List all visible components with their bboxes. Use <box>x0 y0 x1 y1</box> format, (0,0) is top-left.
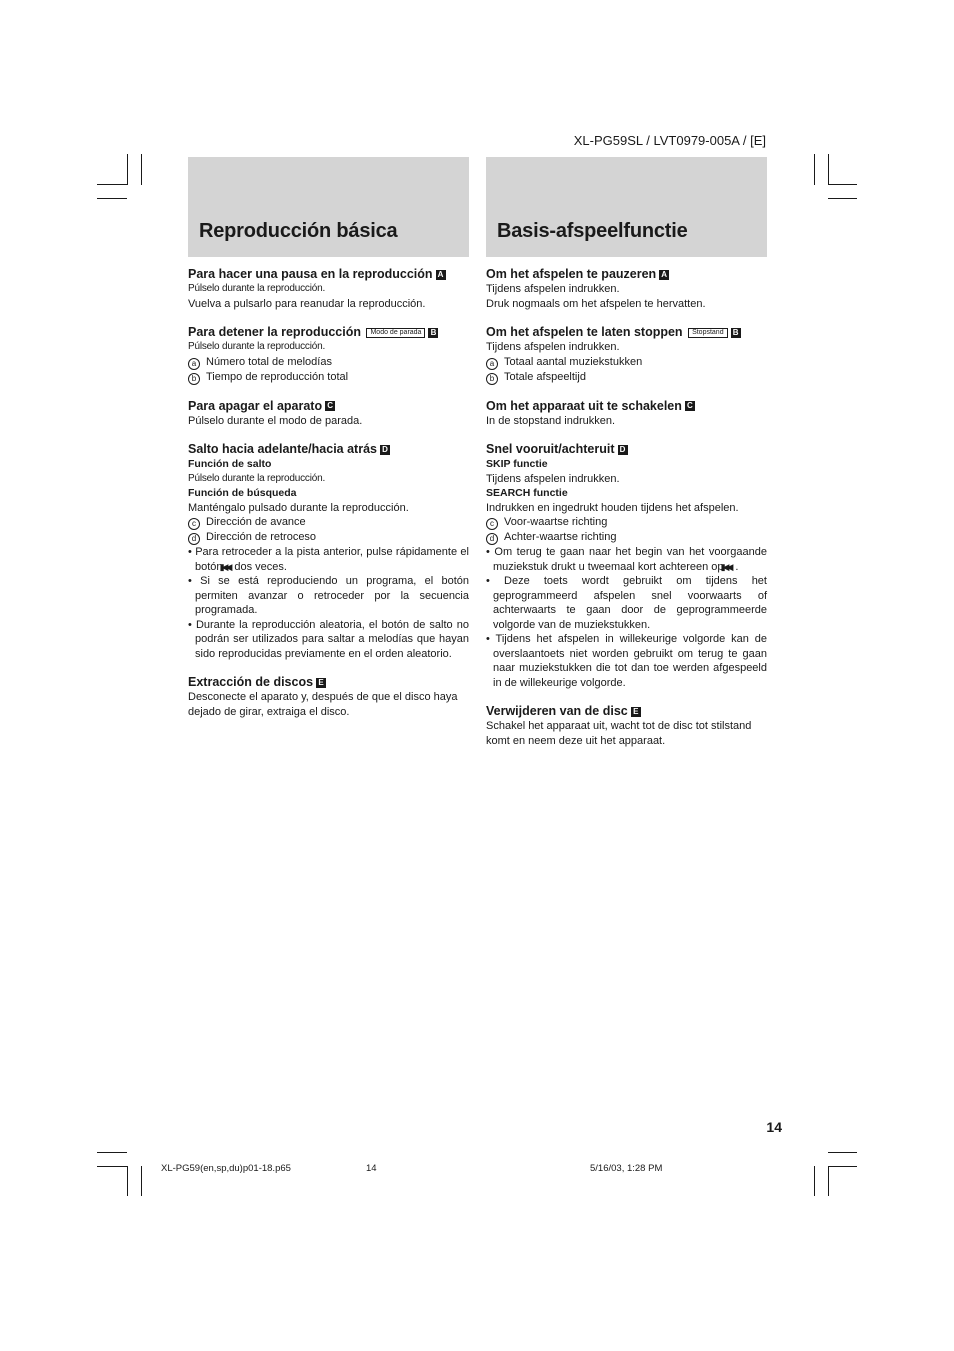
crop-mark <box>97 198 127 199</box>
stop-heading: Para detener la reproducción <box>188 325 361 339</box>
bullet-text: • Para retroceder a la pista anterior, pulse rápidamente el botón <box>188 546 469 573</box>
skip-heading: Salto hacia adelante/hacia atrás <box>188 442 377 456</box>
crop-mark <box>97 1152 127 1153</box>
text-line: Totale afspeeltijd <box>504 370 586 383</box>
text-line: Vuelva a pulsarlo para reanudar la reproducción. <box>188 297 426 310</box>
bullet-item <box>486 545 767 574</box>
ref-box: E <box>316 678 326 688</box>
text-line: Tiempo de reproducción total <box>206 370 349 383</box>
text-line: Púlselo durante la reproducción. <box>188 341 326 352</box>
stop-heading: Om het afspelen te laten stoppen <box>486 325 683 339</box>
crop-mark <box>141 1166 142 1196</box>
bullet-text: . <box>735 560 739 573</box>
crop-mark <box>828 1166 829 1196</box>
ref-box: B <box>428 328 438 338</box>
text-line: Tijdens afspelen indrukken. <box>486 341 620 353</box>
crop-mark <box>141 154 142 185</box>
eject-heading: Verwijderen van de disc <box>486 704 628 718</box>
pause-section <box>188 266 469 311</box>
circled-letter: d <box>486 533 498 545</box>
title-banner <box>486 157 767 257</box>
bullet-item: • Si se está reproduciendo un programa, el botón permiten avanzar o retroceder por la secuencia programada. <box>188 575 469 616</box>
crop-mark <box>828 184 857 185</box>
eject-heading: Extracción de discos <box>188 675 314 689</box>
pause-section <box>486 266 767 311</box>
crop-mark <box>828 1166 857 1167</box>
skip-heading: Snel vooruit/achteruit <box>486 442 615 456</box>
circled-letter: a <box>188 358 200 370</box>
footer-filename: XL-PG59(en,sp,du)p01-18.p65 <box>161 1163 291 1174</box>
stop-section <box>486 324 767 385</box>
circled-letter: c <box>486 518 498 530</box>
crop-mark <box>814 1166 815 1196</box>
subheading: Función de salto <box>188 458 272 470</box>
skip-back-icon: ▮◀◀ <box>720 561 731 572</box>
mode-tag: Modo de parada <box>366 328 425 338</box>
circled-letter: b <box>188 373 200 385</box>
bullet-item: • Tijdens het afspelen in willekeurige volgorde kan de overslaantoets niet worden gebruikt om terug te gaan naar muziekstukken die tot dan toe werden afgespeeld in de willekeurige volgorde. <box>486 633 767 689</box>
text-line: Dirección de avance <box>206 516 306 528</box>
power-off-heading: Om het apparaat uit te schakelen <box>486 398 682 413</box>
stop-section <box>188 324 469 385</box>
text-line: Número total de melodías <box>206 355 332 368</box>
bullet-item: • Durante la reproducción aleatoria, el botón de salto no podrán ser utilizados para saltar a melodías que hayan sido reproducidas previamente en el orden aleatorio. <box>188 618 469 660</box>
crop-mark <box>828 154 829 185</box>
bullet-item <box>188 545 469 574</box>
crop-mark <box>97 184 127 185</box>
text-line: Totaal aantal muziekstukken <box>504 355 643 368</box>
text-line: Schakel het apparaat uit, wacht tot de disc tot stilstand komt en neem deze uit het apparaat. <box>486 720 752 747</box>
document-code: XL-PG59SL / LVT0979-005A / [E] <box>573 133 766 148</box>
ref-box: A <box>436 270 446 280</box>
title-banner <box>188 157 469 257</box>
text-line: Voor-waartse richting <box>504 516 608 528</box>
crop-mark <box>814 154 815 185</box>
crop-mark <box>97 1166 127 1167</box>
skip-section <box>188 441 469 661</box>
eject-section <box>188 674 469 719</box>
dutch-column <box>486 157 767 761</box>
page-number: 14 <box>766 1119 782 1135</box>
bullet-item: • Deze toets wordt gebruikt om tijdens het geprogrammeerd afspelen snel voorwaarts of achterwaarts te gaan door de geprogrammeerde volgorde van de muziekstukken. <box>486 575 767 631</box>
text-line: Manténgalo pulsado durante la reproducción. <box>188 501 409 514</box>
text-line: In de stopstand indrukken. <box>486 414 616 427</box>
subheading: SKIP functie <box>486 458 548 470</box>
ref-box: C <box>325 401 335 411</box>
ref-box: C <box>685 401 695 411</box>
text-line: Tijdens afspelen indrukken. <box>486 283 620 295</box>
section-title: Reproducción básica <box>199 220 398 242</box>
ref-box: E <box>631 707 641 717</box>
text-line: Púlselo durante el modo de parada. <box>188 414 363 427</box>
circled-letter: b <box>486 373 498 385</box>
circled-letter: c <box>188 518 200 530</box>
skip-section <box>486 441 767 690</box>
bullet-text: dos veces. <box>234 560 287 573</box>
text-line: Púlselo durante la reproducción. <box>188 472 326 484</box>
eject-section <box>486 703 767 748</box>
subheading: Función de búsqueda <box>188 487 297 499</box>
crop-mark <box>127 154 128 185</box>
ref-box: A <box>659 270 669 280</box>
text-line: Druk nogmaals om het afspelen te hervatten. <box>486 297 706 310</box>
bullet-text: • Om terug te gaan naar het begin van het voorgaande muziekstuk drukt u tweemaal kort achtereen op <box>486 546 767 573</box>
mode-tag: Stopstand <box>688 328 728 338</box>
power-off-heading: Para apagar el aparato <box>188 398 323 413</box>
text-line: Púlselo durante la reproducción. <box>188 283 326 294</box>
circled-letter: d <box>188 533 200 545</box>
section-title: Basis-afspeelfunctie <box>497 220 688 242</box>
text-line: Tijdens afspelen indrukken. <box>486 472 620 485</box>
footer-page: 14 <box>366 1163 377 1174</box>
circled-letter: a <box>486 358 498 370</box>
text-line: Desconecte el aparato y, después de que el disco haya dejado de girar, extraiga el disco. <box>188 691 458 718</box>
crop-mark <box>127 1166 128 1196</box>
ref-box: D <box>380 445 390 455</box>
ref-box: D <box>618 445 628 455</box>
text-line: Indrukken en ingedrukt houden tijdens het afspelen. <box>486 501 739 514</box>
skip-back-icon: ▮◀◀ <box>219 561 230 572</box>
crop-mark <box>828 198 857 199</box>
text-line: Achter-waartse richting <box>504 531 617 543</box>
pause-heading: Om het afspelen te pauzeren <box>486 267 657 281</box>
footer-datetime: 5/16/03, 1:28 PM <box>590 1163 663 1174</box>
crop-mark <box>828 1152 857 1153</box>
power-off-section <box>486 398 767 429</box>
ref-box: B <box>731 328 741 338</box>
power-off-section <box>188 398 469 429</box>
spanish-column <box>188 157 469 732</box>
text-line: Dirección de retroceso <box>206 531 317 543</box>
pause-heading: Para hacer una pausa en la reproducción <box>188 267 433 281</box>
subheading: SEARCH functie <box>486 487 568 499</box>
